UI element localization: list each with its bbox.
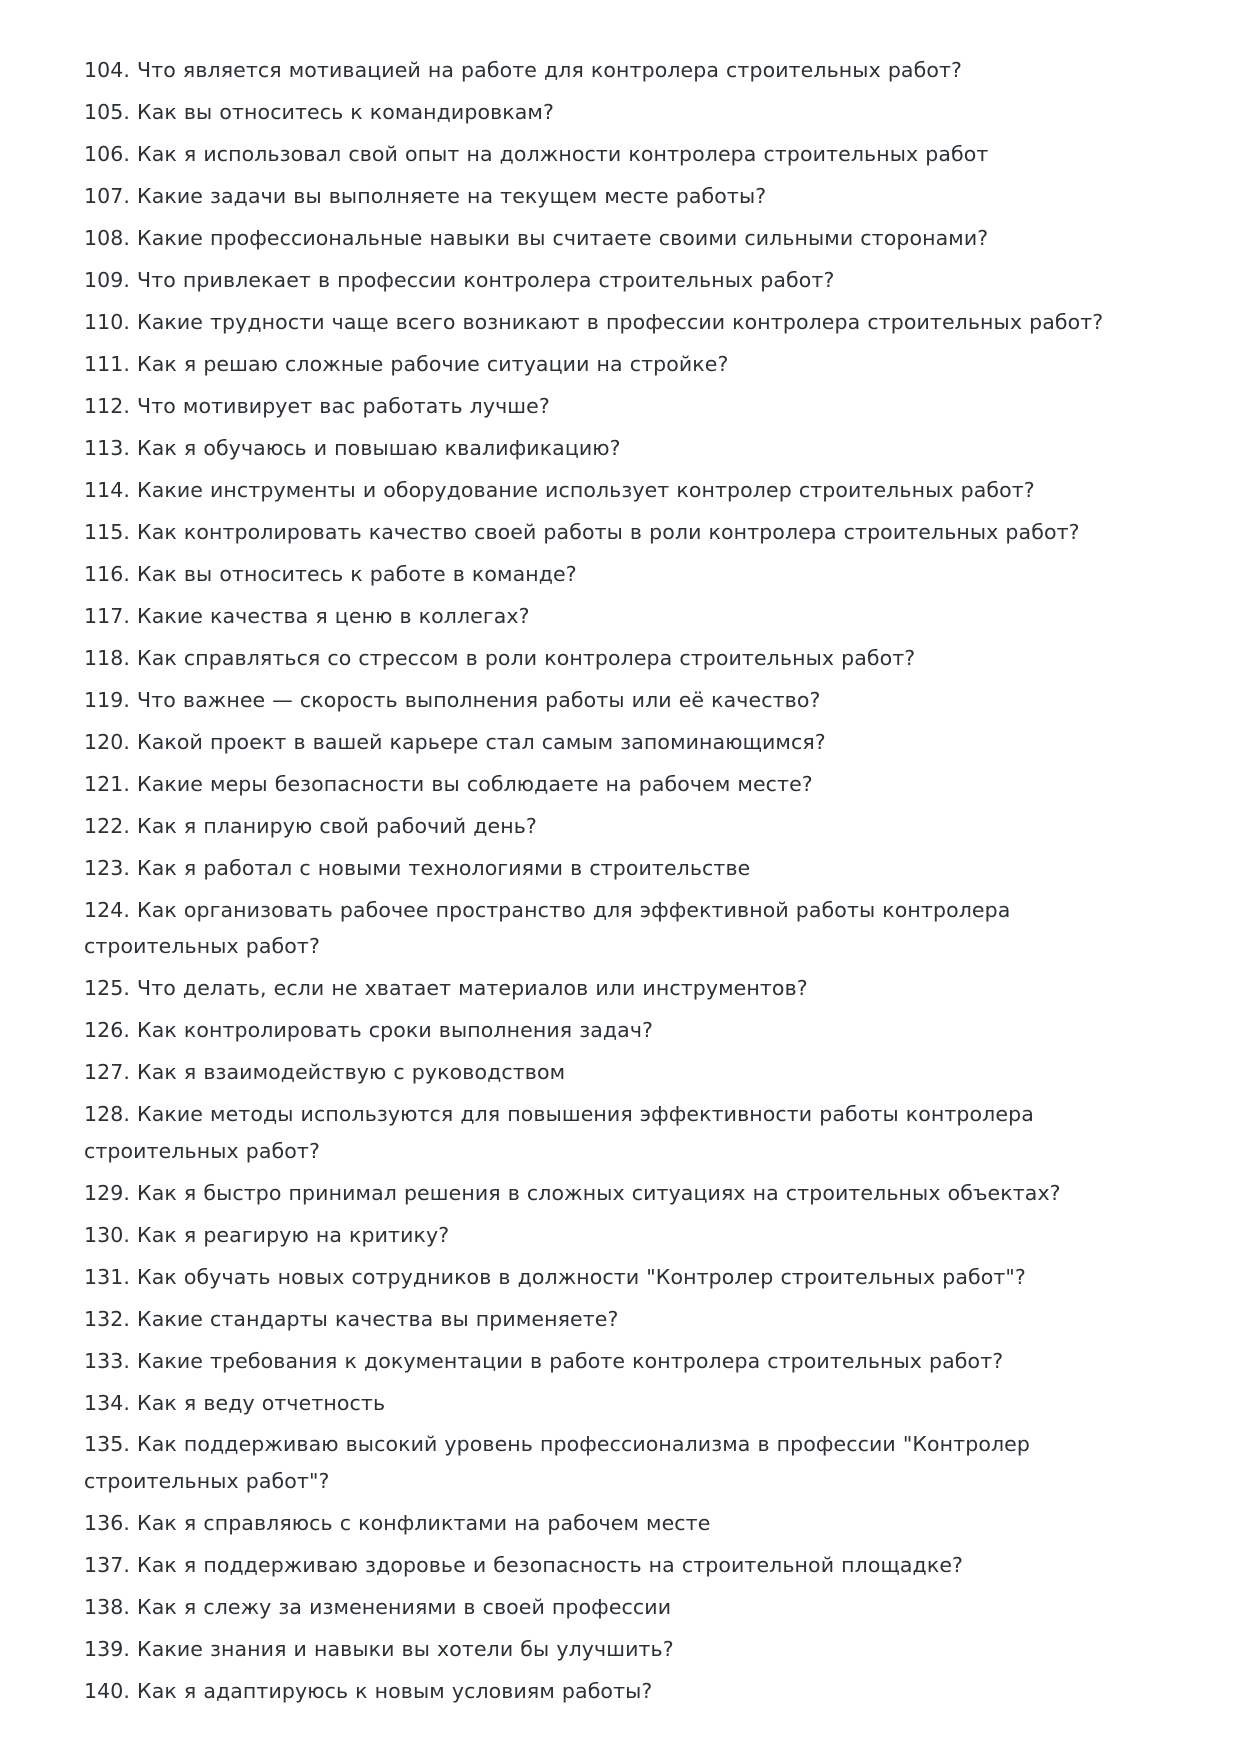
question-list-item: 130. Как я реагирую на критику? [84,1222,450,1247]
question-list-item: 120. Какой проект в вашей карьере стал самым запоминающимся? [84,729,826,754]
question-list-item: 115. Как контролировать качество своей работы в роли контролера строительных работ? [84,519,1080,544]
question-list-item: 121. Какие меры безопасности вы соблюдаете на рабочем месте? [84,771,813,796]
question-list-item: 132. Какие стандарты качества вы применяете? [84,1306,619,1331]
question-list-item: 112. Что мотивирует вас работать лучше? [84,393,550,418]
question-list-item: 128. Какие методы используются для повышения эффективности работы контролера строительных работ? [84,1102,1034,1163]
question-list-item: 111. Как я решаю сложные рабочие ситуации на стройке? [84,351,729,376]
question-list-item: 127. Как я взаимодействую с руководством [84,1060,566,1085]
question-list-item: 113. Как я обучаюсь и повышаю квалификацию? [84,435,621,460]
question-list-item: 136. Как я справляюсь с конфликтами на рабочем месте [84,1510,711,1535]
question-list-item: 116. Как вы относитесь к работе в команде? [84,561,577,586]
question-list-item: 117. Какие качества я ценю в коллегах? [84,603,530,628]
question-list-item: 137. Как я поддерживаю здоровье и безопасность на строительной площадке? [84,1552,964,1577]
question-list-item: 126. Как контролировать сроки выполнения задач? [84,1018,654,1043]
question-list-item: 131. Как обучать новых сотрудников в должности "Контролер строительных работ"? [84,1264,1026,1289]
question-list-item: 123. Как я работал с новыми технологиями в строительстве [84,855,751,880]
question-list-item: 108. Какие профессиональные навыки вы считаете своими сильными сторонами? [84,225,989,250]
question-list-item: 107. Какие задачи вы выполняете на текущем месте работы? [84,183,767,208]
question-list-item: 129. Как я быстро принимал решения в сложных ситуациях на строительных объектах? [84,1180,1061,1205]
question-list [84,52,1151,1709]
question-list-item: 104. Что является мотивацией на работе для контролера строительных работ? [84,58,962,82]
question-list-item: 109. Что привлекает в профессии контролера строительных работ? [84,267,835,292]
question-list-item: 110. Какие трудности чаще всего возникают в профессии контролера строительных работ? [84,309,1104,334]
question-list-item: 133. Какие требования к документации в работе контролера строительных работ? [84,1348,1004,1373]
question-list-item: 118. Как справляться со стрессом в роли контролера строительных работ? [84,645,916,670]
question-list-item: 139. Какие знания и навыки вы хотели бы улучшить? [84,1636,674,1661]
question-list-item: 125. Что делать, если не хватает материалов или инструментов? [84,976,808,1001]
question-list-item: 140. Как я адаптируюсь к новым условиям работы? [84,1678,653,1703]
question-list-item: 105. Как вы относитесь к командировкам? [84,99,554,124]
question-list-item: 119. Что важнее — скорость выполнения работы или её качество? [84,687,821,712]
question-list-item: 122. Как я планирую свой рабочий день? [84,813,537,838]
question-list-item: 138. Как я слежу за изменениями в своей профессии [84,1594,672,1619]
question-list-item: 124. Как организовать рабочее пространство для эффективной работы контролера строительных работ? [84,897,1011,959]
question-list-item: 134. Как я веду отчетность [84,1390,386,1415]
question-list-item: 106. Как я использовал свой опыт на должности контролера строительных работ [84,141,989,166]
question-list-item: 114. Какие инструменты и оборудование использует контролер строительных работ? [84,477,1035,502]
question-list-item: 135. Как поддерживаю высокий уровень профессионализма в профессии "Контролер строительных работ"? [84,1432,1031,1493]
